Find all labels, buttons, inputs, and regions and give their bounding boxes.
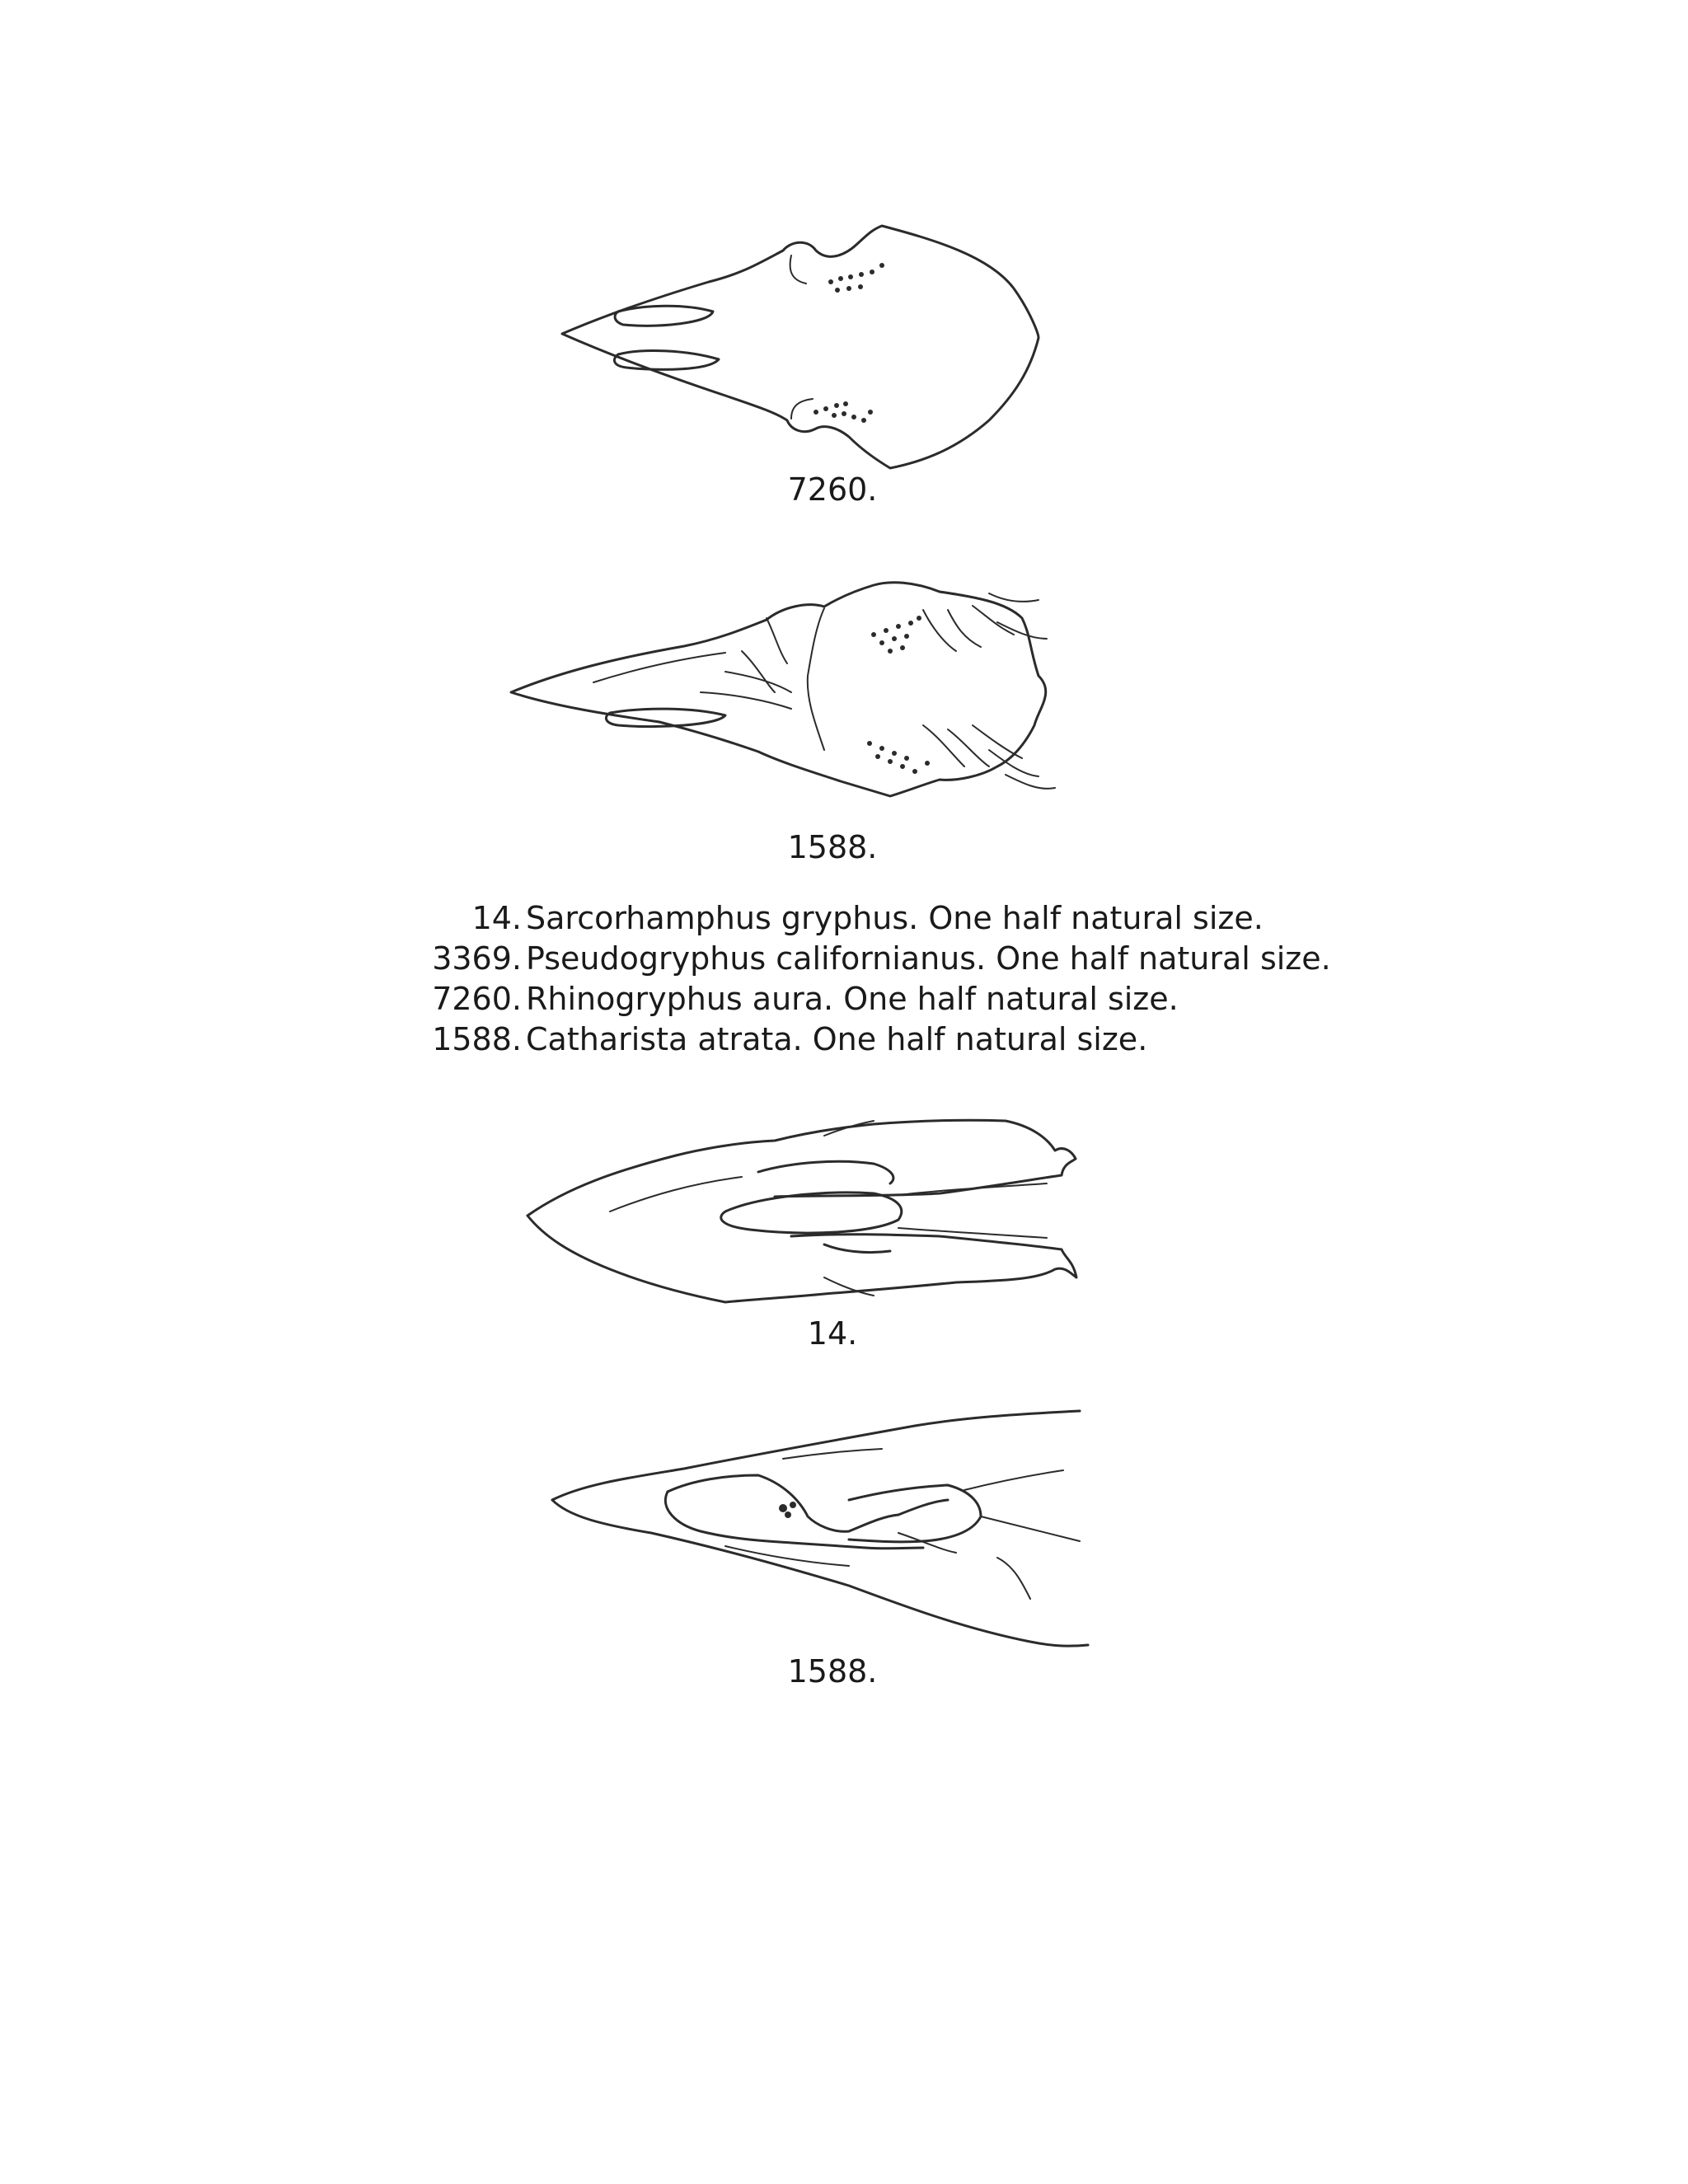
skull-drawing-1588-ventral	[536, 1401, 1137, 1648]
caption-row	[412, 939, 1331, 979]
caption-text: Sarcorhamphus gryphus. One half natural size.	[526, 900, 1264, 936]
caption-text: Rhinogryphus aura. One half natural size.	[526, 981, 1179, 1017]
caption-number: 7260.	[432, 981, 522, 1017]
caption-row	[412, 979, 1331, 1019]
caption-number: 3369.	[432, 940, 522, 977]
caption-text: Catharista atrata. One half natural size.	[526, 1021, 1148, 1057]
skull-drawing-14-ventral	[511, 1104, 1170, 1319]
caption-number: 14.	[471, 900, 522, 936]
figure-label: 1588.	[787, 1653, 878, 1690]
skull-drawing-1588-dorsal	[495, 560, 1170, 832]
figure-label: 14.	[807, 1315, 858, 1352]
figure-label: 1588.	[787, 829, 878, 865]
caption-row	[412, 898, 1331, 939]
caption-text: Pseudogryphus californianus. One half natural size.	[526, 940, 1331, 977]
plate-captions	[412, 898, 1331, 1060]
figure-label: 7260.	[787, 471, 878, 508]
caption-row	[412, 1019, 1331, 1060]
skull-drawing-7260-dorsal	[544, 214, 1121, 470]
caption-number: 1588.	[432, 1021, 522, 1057]
